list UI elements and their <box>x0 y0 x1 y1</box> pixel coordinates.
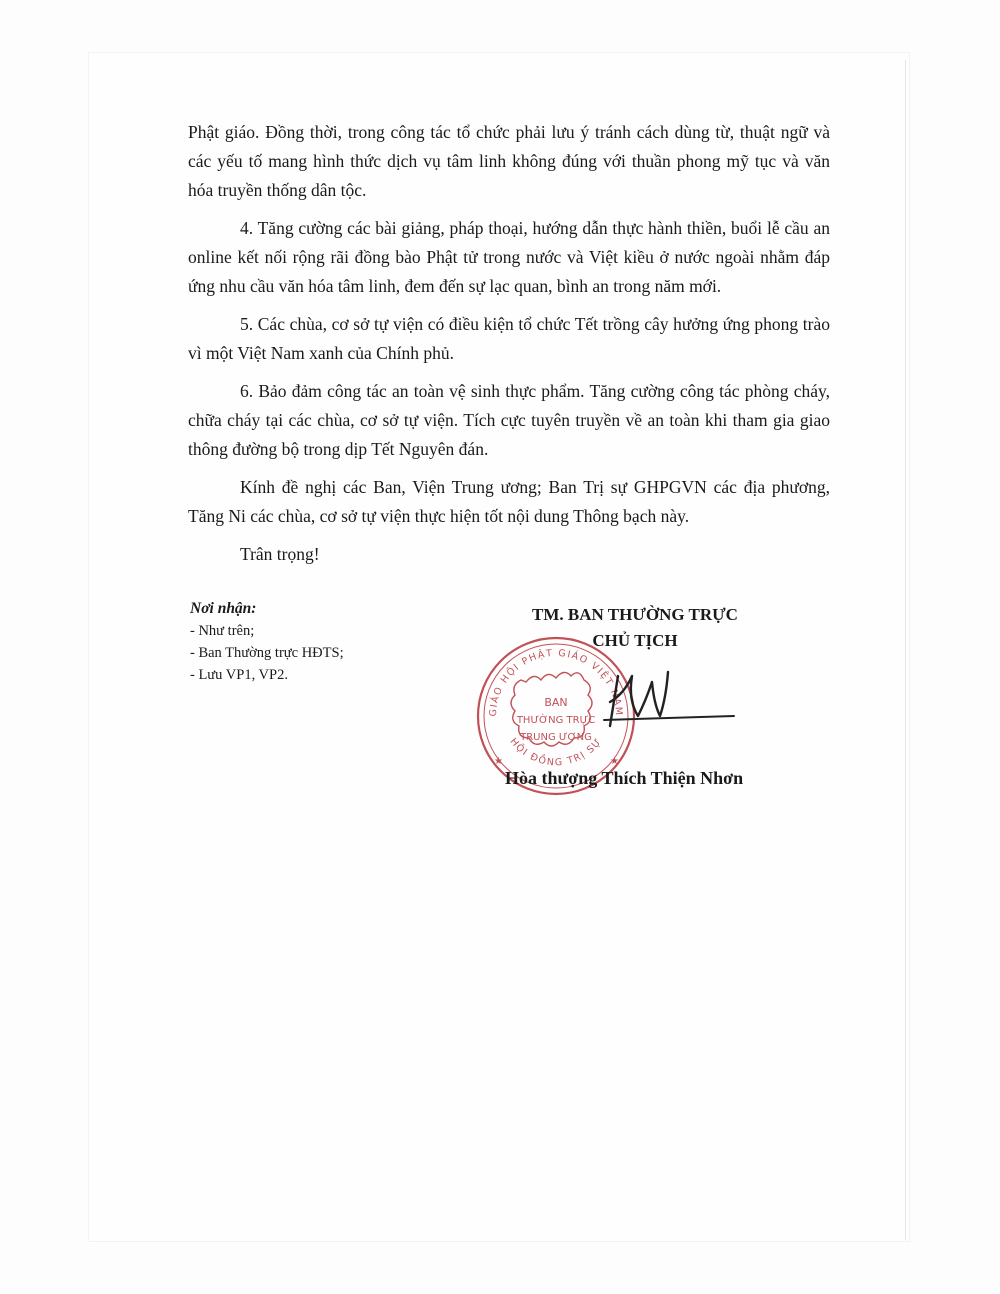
scan-edge-line <box>905 60 906 1240</box>
seal-inner-line-2: THƯỜNG TRỰC <box>516 715 596 726</box>
paragraph-closing: Trân trọng! <box>240 544 320 564</box>
recipient-item: - Ban Thường trực HĐTS; <box>190 645 344 661</box>
recipient-item: - Như trên; <box>190 623 255 639</box>
recipients-block <box>190 598 344 686</box>
seal-star-icon: ★ <box>494 756 503 767</box>
paragraph-item-4: 4. Tăng cường các bài giảng, pháp thoại, hướng dẫn thực hành thiền, buổi lễ cầu an online kết nối rộng rãi đồng bào Phật tử trong nước và Việt kiều ở nước ngoài nhằm đáp ứng nhu cầu văn hóa tâm linh, đem đến sự lạc quan, bình an trong năm mới. <box>188 218 830 296</box>
recipients-title: Nơi nhận: <box>190 600 257 617</box>
recipient-item: - Lưu VP1, VP2. <box>190 667 288 683</box>
document-body <box>188 118 830 578</box>
seal-outer-top: GIÁO HỘI PHẬT GIÁO VIỆT NAM <box>487 647 625 717</box>
signature-org-line: TM. BAN THƯỜNG TRỰC <box>532 605 738 624</box>
seal-star-icon: ★ <box>610 756 619 767</box>
seal-inner-line-3: TRUNG ƯƠNG <box>520 732 592 743</box>
paragraph-item-6: 6. Bảo đảm công tác an toàn vệ sinh thực phẩm. Tăng cường công tác phòng cháy, chữa cháy tại các chùa, cơ sở tự viện. Tích cực tuyên truyền về an toàn khi tham gia giao thông đường bộ trong dịp Tết Nguyên đán. <box>188 381 830 459</box>
signature-position: CHỦ TỊCH <box>592 631 678 650</box>
handwritten-signature <box>600 664 740 744</box>
signer-name: Hòa thượng Thích Thiện Nhơn <box>505 768 744 788</box>
seal-inner-line-1: BAN <box>544 696 568 709</box>
seal-outer-bottom: HỘI ĐỒNG TRỊ SỰ <box>507 736 605 769</box>
paragraph-continuation: Phật giáo. Đồng thời, trong công tác tổ chức phải lưu ý tránh cách dùng từ, thuật ngữ và các yếu tố mang hình thức dịch vụ tâm linh không đúng với thuần phong mỹ tục và văn hóa truyền thống dân tộc. <box>188 122 830 200</box>
paragraph-request: Kính đề nghị các Ban, Viện Trung ương; Ban Trị sự GHPGVN các địa phương, Tăng Ni các chùa, cơ sở tự viện thực hiện tốt nội dung Thông bạch này. <box>188 477 830 526</box>
paragraph-item-5: 5. Các chùa, cơ sở tự viện có điều kiện tổ chức Tết trồng cây hưởng ứng phong trào vì một Việt Nam xanh của Chính phủ. <box>188 314 830 363</box>
